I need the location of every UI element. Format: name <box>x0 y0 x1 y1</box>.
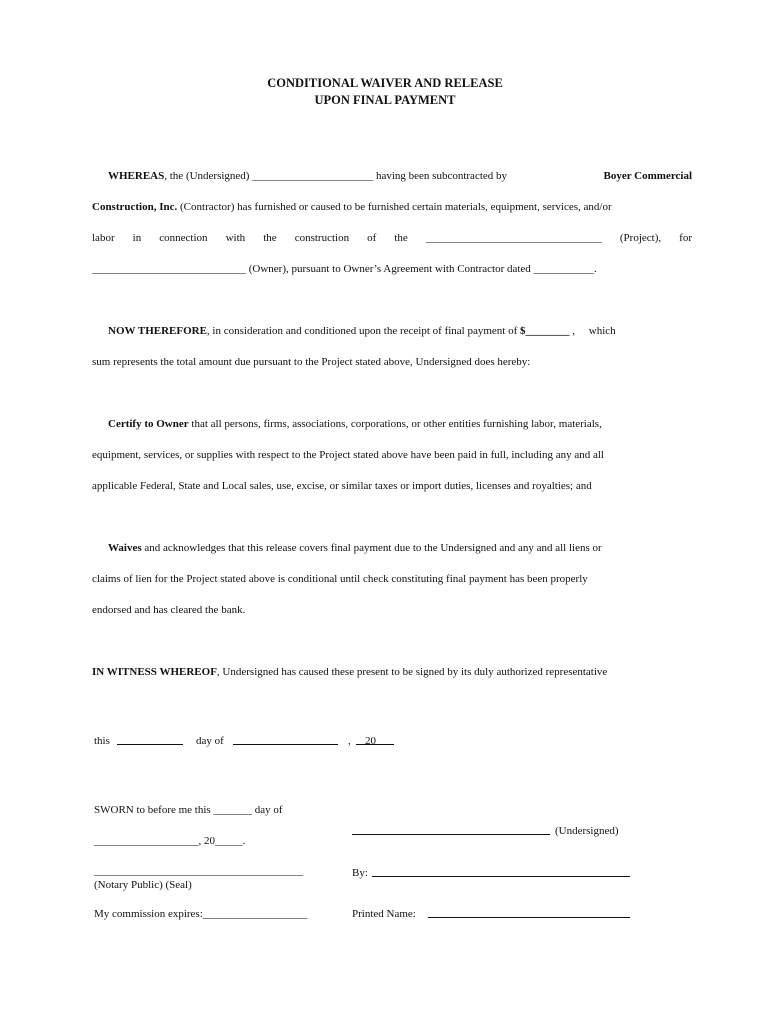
certify-line-1-text: that all persons, firms, associations, corporations, or other entities furnishing labor, materials, <box>188 418 602 430</box>
title-line-2: UPON FINAL PAYMENT <box>314 93 456 107</box>
certify-line-2: equipment, services, or supplies with respect to the Project stated above have been paid in full, including any and all <box>92 449 604 461</box>
date-day-of-label: day of <box>196 735 224 747</box>
word: the <box>263 232 277 244</box>
waives-line-2: claims of lien for the Project stated above is conditional until check constituting final payment has been properly <box>92 573 588 585</box>
word: in <box>132 232 142 244</box>
sworn-line: SWORN to before me this _______ day of <box>94 804 283 816</box>
whereas-line-2-text: (Contractor) has furnished or caused to be furnished certain materials, equipment, services, and/or <box>177 201 612 213</box>
date-year: 20 <box>365 735 376 747</box>
contractor-name-2: Construction, Inc. <box>92 201 178 213</box>
word: for <box>679 232 692 244</box>
word: the <box>394 232 408 244</box>
word: labor <box>92 232 115 244</box>
now-therefore-line-1 <box>92 324 692 338</box>
word: of <box>367 232 377 244</box>
waives-line-3: endorsed and has cleared the bank. <box>92 604 246 616</box>
month-blank[interactable] <box>233 744 338 745</box>
certify-lead: Certify to Owner <box>108 418 189 430</box>
now-therefore-tail: , which <box>569 325 616 337</box>
certify-line-1 <box>92 417 692 431</box>
whereas-lead: WHEREAS <box>108 170 165 182</box>
undersigned-signature-line[interactable] <box>352 834 550 835</box>
whereas-line-2 <box>92 200 692 214</box>
whereas-line-4: ____________________________ (Owner), pursuant to Owner’s Agreement with Contractor dated ___________. <box>92 263 597 275</box>
word: with <box>225 232 246 244</box>
notary-signature-blank: ______________________________________ <box>94 865 303 877</box>
witness-lead: IN WITNESS WHEREOF <box>92 666 217 678</box>
sworn-date-blank: ___________________, 20_____. <box>94 835 246 847</box>
witness-line <box>92 665 692 679</box>
by-signature-line[interactable] <box>372 876 630 877</box>
contractor-name-1: Boyer Commercial <box>603 170 692 182</box>
printed-name-label: Printed Name: <box>352 908 416 920</box>
whereas-line-1-text: , the (Undersigned) ______________________ having been subcontracted by <box>164 170 508 182</box>
waives-line-1-text: and acknowledges that this release covers final payment due to the Undersigned and any and all liens or <box>141 542 602 554</box>
title-line-1: CONDITIONAL WAIVER AND RELEASE <box>267 76 503 90</box>
whereas-line-1 <box>92 169 692 183</box>
printed-name-line[interactable] <box>428 917 630 918</box>
date-this-label: this <box>94 735 110 747</box>
by-label: By: <box>352 867 368 879</box>
word: construction <box>294 232 350 244</box>
whereas-line-3 <box>92 231 692 245</box>
certify-line-3: applicable Federal, State and Local sales, use, excise, or similar taxes or import duties, licenses and royalties; and <box>92 480 592 492</box>
notary-label: (Notary Public) (Seal) <box>94 879 192 891</box>
payment-amount-blank: $________ <box>520 325 570 337</box>
now-therefore-lead: NOW THEREFORE <box>108 325 207 337</box>
undersigned-label: (Undersigned) <box>555 825 619 837</box>
word: (Project), <box>619 232 662 244</box>
now-therefore-line-2: sum represents the total amount due pursuant to the Project stated above, Undersigned does hereby: <box>92 356 531 368</box>
waives-lead: Waives <box>108 542 142 554</box>
day-blank[interactable] <box>117 744 183 745</box>
commission-expires: My commission expires:___________________ <box>94 908 308 920</box>
document-title <box>0 75 770 109</box>
waives-line-1 <box>92 541 692 555</box>
witness-text: , Undersigned has caused these present to be signed by its duly authorized representative <box>216 666 608 678</box>
date-comma: , <box>348 735 351 747</box>
word: connection <box>159 232 208 244</box>
project-blank: ________________________________ <box>425 232 602 244</box>
now-therefore-text: , in consideration and conditioned upon the receipt of final payment of <box>206 325 521 337</box>
